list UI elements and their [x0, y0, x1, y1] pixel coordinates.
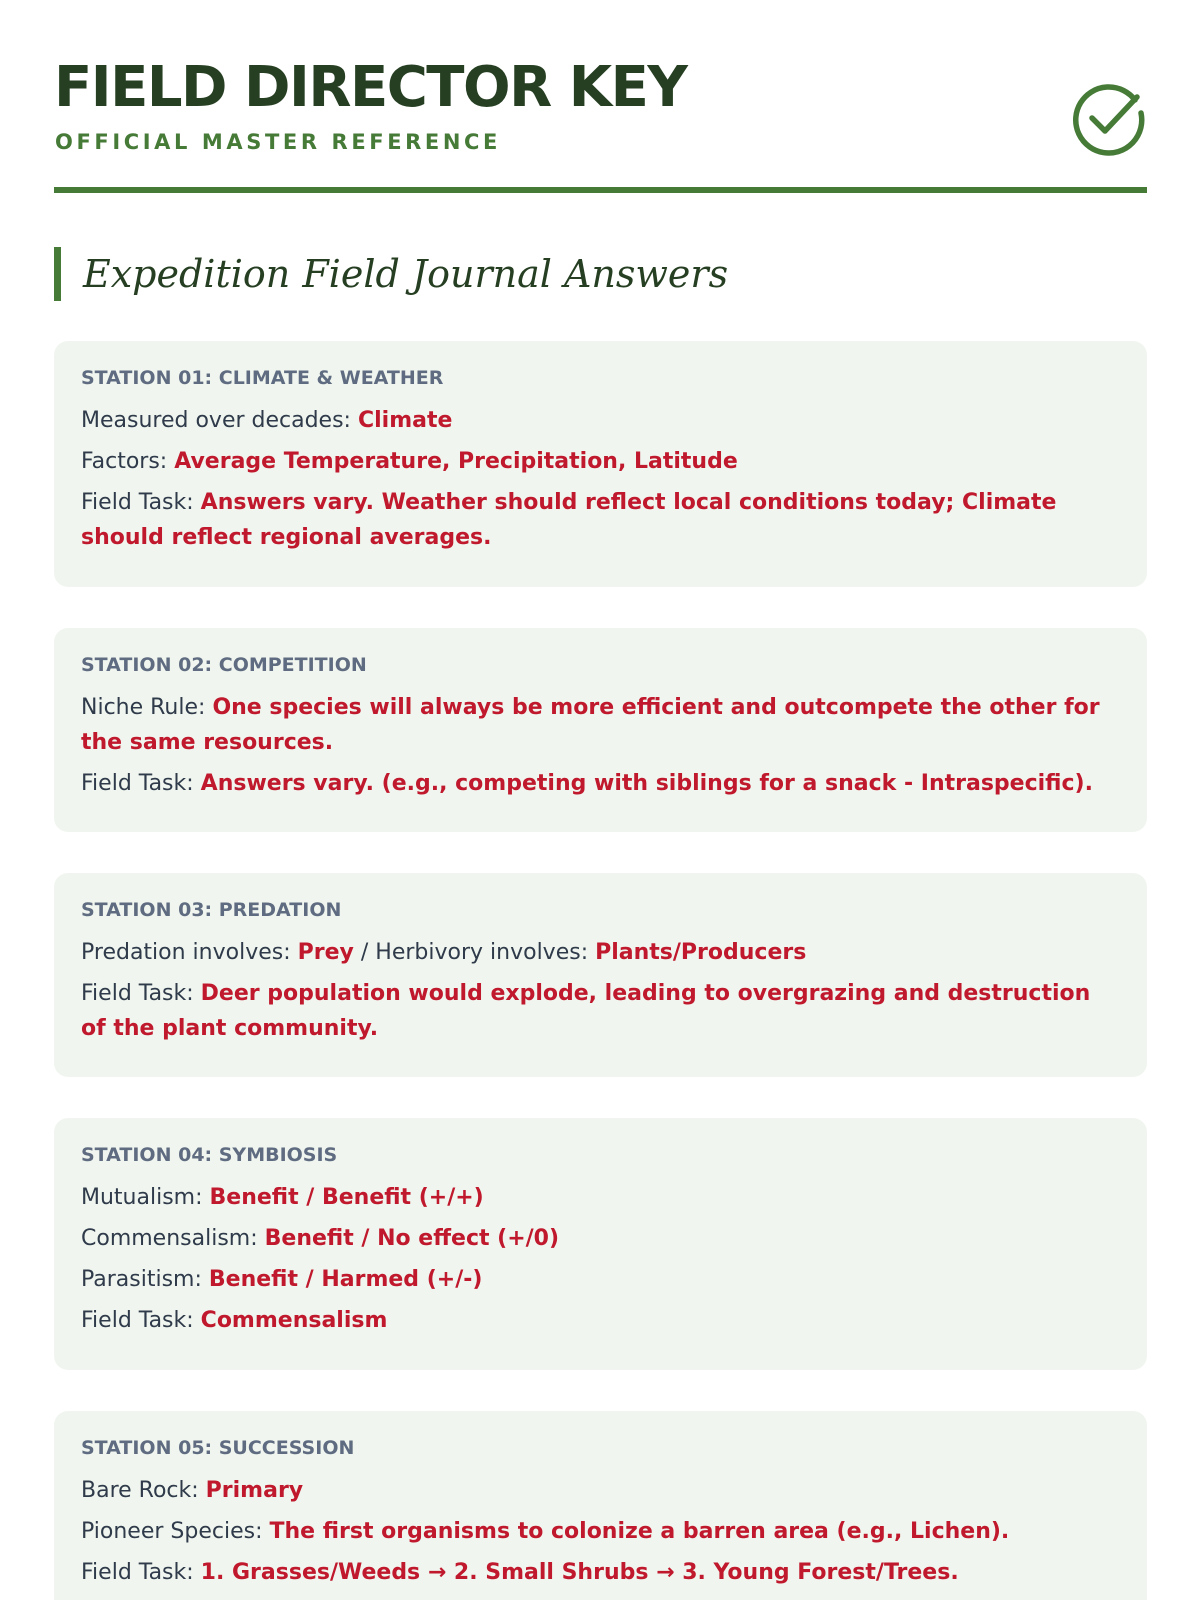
- line-answer: 1. Grasses/Weeds → 2. Small Shrubs → 3. Young Forest/Trees.: [200, 1560, 959, 1585]
- station-line: [81, 444, 1120, 479]
- station-line: [81, 485, 1120, 555]
- line-answer: Prey: [297, 940, 354, 965]
- line-label: Field Task:: [81, 981, 194, 1006]
- line-answer: Average Temperature, Precipitation, Latitude: [174, 449, 738, 474]
- line-label: Niche Rule:: [81, 695, 206, 720]
- line-answer: Deer population would explode, leading to overgrazing and destruction of the plant community.: [81, 981, 1091, 1041]
- station-card-05: [54, 1411, 1147, 1600]
- station-card-03: [54, 873, 1147, 1077]
- page-title: FIELD DIRECTOR KEY: [54, 55, 687, 120]
- station-line: [81, 976, 1120, 1046]
- line-label: Parasitism:: [81, 1267, 202, 1292]
- line-answer: Answers vary. (e.g., competing with siblings for a snack - Intraspecific).: [200, 771, 1093, 796]
- line-answer: Benefit / Harmed (+/-): [208, 1267, 483, 1292]
- line-label: Measured over decades:: [81, 408, 351, 433]
- section-heading: Expedition Field Journal Answers: [54, 247, 728, 301]
- line-label: Factors:: [81, 449, 168, 474]
- header: [54, 56, 1147, 194]
- line-label: Field Task:: [81, 771, 194, 796]
- station-line: [81, 935, 1120, 970]
- station-line: [81, 1514, 1120, 1549]
- station-line: [81, 403, 1120, 438]
- station-line: [81, 1303, 1120, 1338]
- line-answer: Answers vary. Weather should reflect local conditions today; Climate should reflect regional averages.: [81, 490, 1057, 550]
- station-title: STATION 03: PREDATION: [81, 899, 342, 921]
- station-line: [81, 690, 1120, 760]
- line-answer: Primary: [205, 1478, 304, 1503]
- station-line: [81, 1555, 1120, 1590]
- line-label: Predation involves:: [81, 940, 291, 965]
- line-label: Mutualism:: [81, 1185, 203, 1210]
- line-label: / Herbivory involves:: [360, 940, 589, 965]
- line-label: Bare Rock:: [81, 1478, 199, 1503]
- line-label: Commensalism:: [81, 1226, 258, 1251]
- line-answer: Plants/Producers: [595, 940, 807, 965]
- station-line: [81, 1262, 1120, 1297]
- answer-key-page: [54, 0, 1147, 1600]
- line-label: Pioneer Species:: [81, 1519, 263, 1544]
- line-label: Field Task:: [81, 1560, 194, 1585]
- line-answer: The first organisms to colonize a barren area (e.g., Lichen).: [269, 1519, 1010, 1544]
- station-card-02: [54, 628, 1147, 832]
- station-title: STATION 05: SUCCESSION: [81, 1437, 355, 1459]
- line-answer: One species will always be more efficient and outcompete the other for the same resources.: [81, 695, 1100, 755]
- station-line: [81, 1473, 1120, 1508]
- check-circle-icon: [1069, 80, 1147, 158]
- station-title: STATION 02: COMPETITION: [81, 654, 367, 676]
- station-line: [81, 766, 1120, 801]
- station-title: STATION 04: SYMBIOSIS: [81, 1144, 338, 1166]
- line-answer: Commensalism: [200, 1308, 388, 1333]
- line-answer: Benefit / Benefit (+/+): [209, 1185, 484, 1210]
- page-subtitle: OFFICIAL MASTER REFERENCE: [55, 130, 502, 154]
- line-label: Field Task:: [81, 1308, 194, 1333]
- station-card-04: [54, 1118, 1147, 1370]
- station-card-01: [54, 341, 1147, 587]
- header-divider: [54, 187, 1147, 193]
- station-title: STATION 01: CLIMATE & WEATHER: [81, 367, 444, 389]
- line-answer: Benefit / No effect (+/0): [264, 1226, 560, 1251]
- station-line: [81, 1180, 1120, 1215]
- line-answer: Climate: [357, 408, 453, 433]
- station-line: [81, 1221, 1120, 1256]
- line-label: Field Task:: [81, 490, 194, 515]
